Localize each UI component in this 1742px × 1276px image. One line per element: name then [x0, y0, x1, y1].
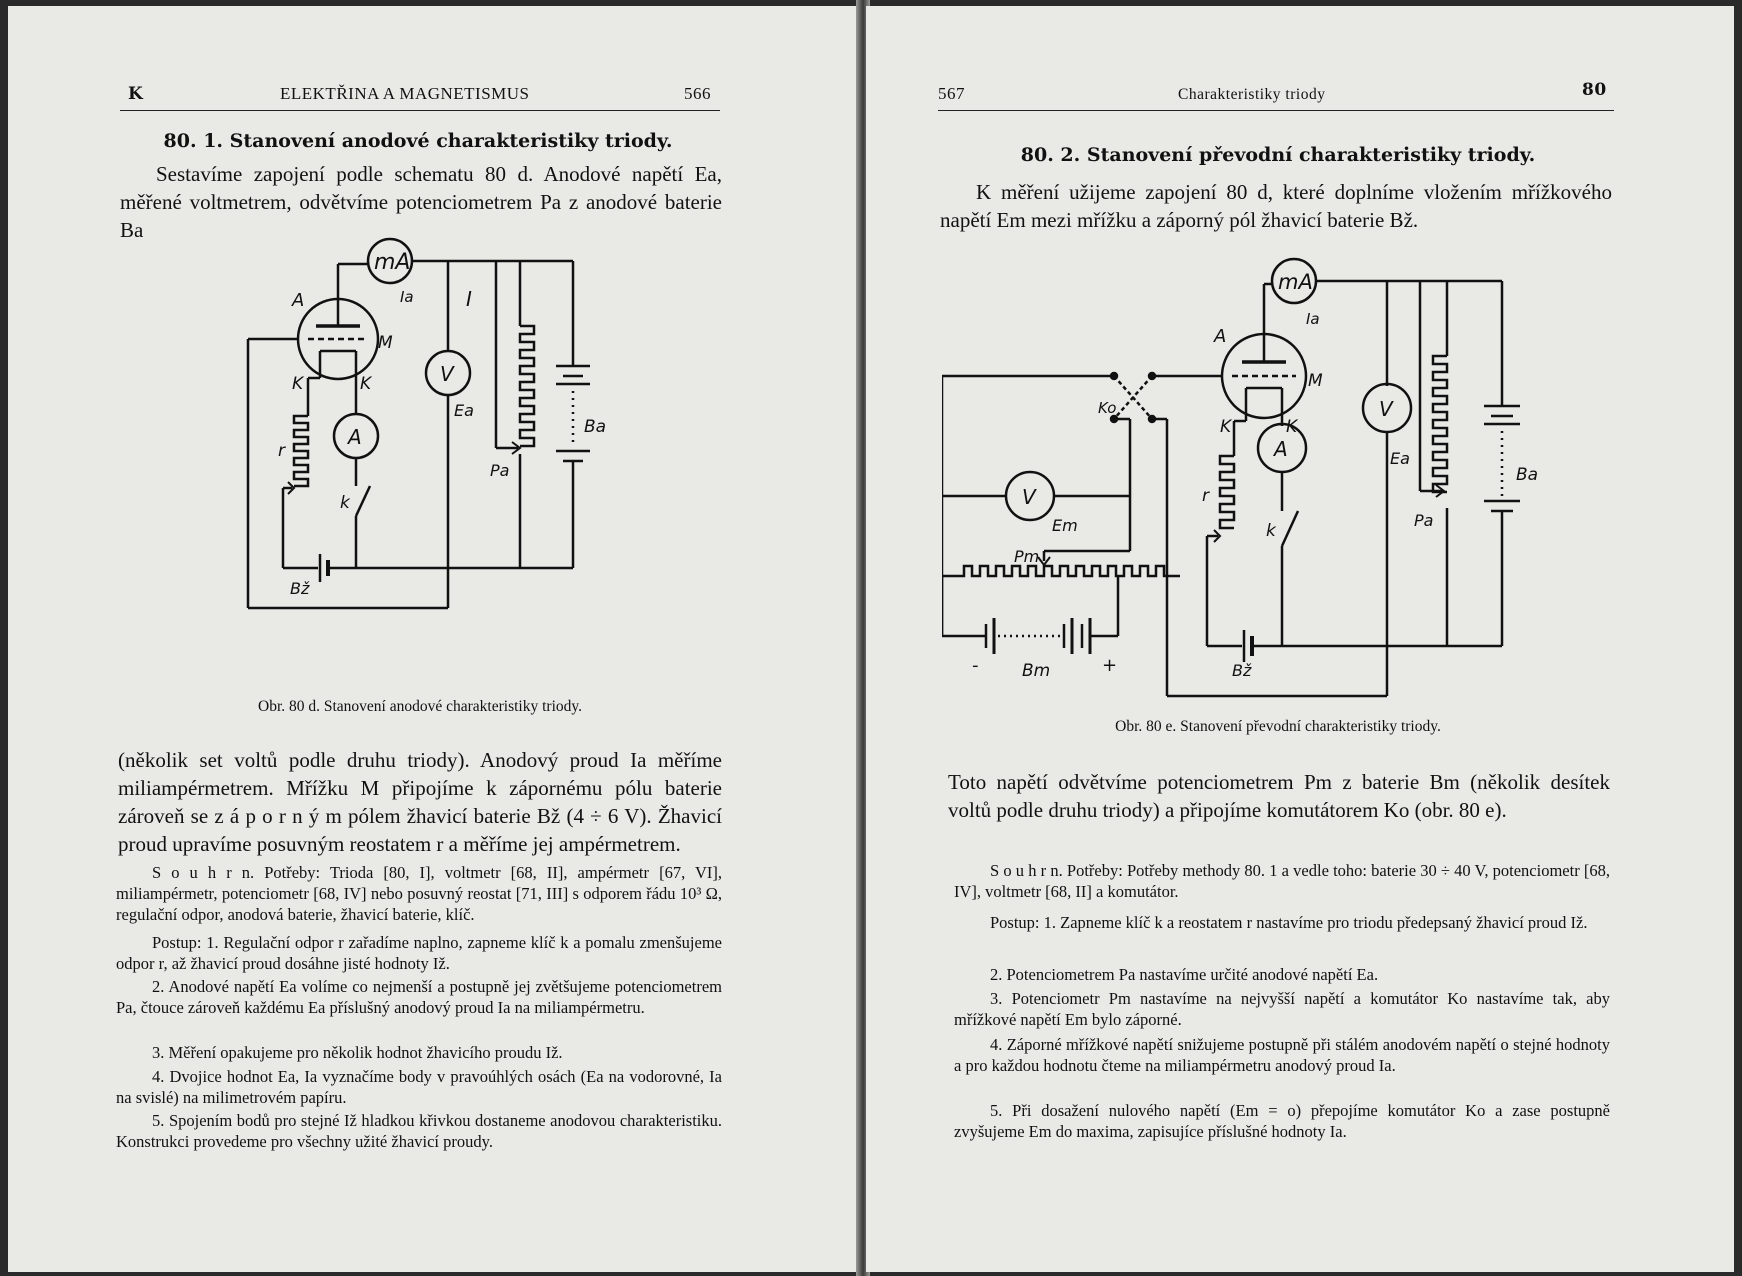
figure-caption: Obr. 80 e. Stanovení převodní charakteristiky triody.: [1115, 718, 1441, 735]
label-r: r: [1202, 486, 1209, 506]
summary: S o u h r n. Potřeby: Trioda [80, I], voltmetr [68, II], ampérmetr [67, VI], miliampérmetr, potenciometr [68, IV] nebo posuvný reostat [71, III] s odporem řádu 10³ Ω, regulační odpor, anodová baterie, žhavicí baterie, klíč.: [116, 863, 722, 924]
label-m: M: [1308, 371, 1323, 391]
step-4: 4. Dvojice hodnot Ea, Ia vyznačíme body v pravoúhlých osách (Ea na vodorovné, Ia na svislé) na milimetrovém papíru.: [116, 1067, 722, 1107]
step-2: 2. Potenciometrem Pa nastavíme určité anodové napětí Ea.: [990, 965, 1379, 984]
key-k: [1282, 511, 1298, 546]
summary: S o u h r n. Potřeby: Potřeby methody 80. 1 a vedle toho: baterie 30 ÷ 40 V, potenciometr [68, IV], voltmetr [68, II] a komutátor.: [954, 861, 1610, 901]
header-rule: [120, 110, 720, 111]
figure-caption: Obr. 80 d. Stanovení anodové charakteristiky triody.: [258, 698, 582, 715]
label-v1: V: [1022, 485, 1036, 509]
main-paragraph: Toto napětí odvětvíme potenciometrem Pm z baterie Bm (několik desítek voltů podle druhu triody) a připojíme komutátorem Ko (obr. 80 e).: [948, 770, 1610, 822]
label-em: Em: [1052, 516, 1078, 535]
label-k2: K: [360, 374, 372, 394]
intro-paragraph: K měření užijeme zapojení 80 d, které doplníme vložením mřížkového napětí Em mezi mřížku a záporný pól žhavicí baterie Bž.: [940, 180, 1612, 232]
label-anode: A: [1214, 326, 1227, 347]
step-4: 4. Záporné mřížkové napětí snižujeme postupně při stálém anodovém napětí o stejné hodnoty a pro každou hodnotu čteme na miliampérmetru anodový proud Ia.: [954, 1035, 1610, 1075]
page-number: 566: [684, 84, 711, 103]
step-3: 3. Potenciometr Pm nastavíme na nejvyšší napětí a komutátor Ko nastavíme tak, aby mřížkové napětí Em bylo záporné.: [954, 989, 1610, 1029]
potentiometer-pa: [520, 326, 534, 446]
header-title: ELEKTŘINA A MAGNETISMUS: [280, 84, 530, 103]
label-k2: K: [1286, 417, 1298, 437]
label-bm: Bm: [1022, 661, 1051, 681]
label-pa: Pa: [1414, 511, 1434, 530]
label-pa: Pa: [490, 461, 510, 480]
label-ammeter: A: [1274, 437, 1288, 461]
main-paragraph: (několik set voltů podle druhu triody). Anodový proud Ia měříme miliampérmetrem. Mřížku M připojíme k zápornému pólu baterie zároveň se z á p o r n ý m pólem žhavicí baterie Bž (4 ÷ 6 V). Žhavicí proud upravíme posuvným reostatem r a měříme jej ampérmetrem.: [118, 748, 722, 856]
label-k1: K: [292, 374, 304, 394]
label-ma: mA: [374, 250, 411, 275]
label-ma: mA: [1278, 270, 1313, 294]
label-k1: K: [1220, 417, 1232, 437]
label-k: k: [340, 493, 350, 513]
label-i: I: [466, 287, 472, 311]
page-number: 567: [938, 84, 965, 103]
label-m: M: [378, 333, 393, 353]
label-v2: V: [1379, 397, 1393, 421]
step-1: Postup: 1. Zapneme klíč k a reostatem r nastavíme pro triodu předepsaný žhavicí proud Iž.: [990, 913, 1588, 932]
label-plus: +: [1102, 655, 1118, 676]
label-pm: Pm: [1014, 547, 1040, 566]
step-1: Postup: 1. Regulační odpor r zařadíme naplno, zapneme klíč k a pomalu zmenšujeme odpor r, až žhavicí proud dosáhne jisté hodnoty Iž.: [116, 933, 722, 973]
key-k: [356, 486, 370, 516]
label-ba: Ba: [1516, 465, 1539, 485]
label-ia: Ia: [1306, 310, 1320, 328]
label-k: k: [1266, 521, 1276, 541]
label-minus: -: [972, 655, 979, 676]
label-ia: Ia: [400, 288, 414, 306]
circuit-diagram-80d: [228, 236, 648, 616]
header-rule: [938, 110, 1614, 111]
step-5: 5. Při dosažení nulového napětí (Em = o) přepojíme komutátor Ko a zase postupně zvyšujeme Em do maxima, zapisujíce příslušné hodnoty Ia.: [954, 1101, 1610, 1141]
intro-paragraph: Sestavíme zapojení podle schematu 80 d. Anodové napětí Ea, měřené voltmetrem, odvětvíme potenciometrem Pa z anodové baterie Ba: [120, 162, 722, 242]
label-r: r: [278, 441, 285, 461]
section-title: 80. 2. Stanovení převodní charakteristiky triody.: [1020, 144, 1536, 166]
circuit-diagram-80e: [942, 256, 1582, 706]
label-ea: Ea: [1390, 449, 1410, 468]
right-page: [866, 6, 1734, 1272]
left-page: [8, 6, 860, 1272]
step-3: 3. Měření opakujeme pro několik hodnot žhavicího proudu Iž.: [152, 1043, 563, 1062]
potentiometer-pm: [942, 566, 1180, 576]
header-letter: K: [128, 84, 144, 104]
label-bz: Bž: [290, 579, 310, 598]
rheostat-r: [294, 416, 308, 486]
label-ea: Ea: [454, 401, 474, 420]
label-anode: A: [292, 290, 305, 311]
section-title: 80. 1. Stanovení anodové charakteristiky triody.: [163, 130, 673, 152]
potentiometer-pa: [1433, 356, 1447, 492]
label-v: V: [440, 362, 454, 386]
label-bz: Bž: [1232, 661, 1252, 680]
label-ko: Ko: [1098, 399, 1117, 417]
chapter-number: 80: [1582, 80, 1607, 100]
label-ammeter: A: [348, 425, 362, 449]
rheostat-r: [1220, 456, 1234, 528]
label-ba: Ba: [584, 417, 607, 437]
step-2: 2. Anodové napětí Ea volíme co nejmenší a postupně jej zvětšujeme potenciometrem Pa, čtouce zároveň každému Ea příslušný anodový proud Ia na miliampérmetru.: [116, 977, 722, 1017]
step-5: 5. Spojením bodů pro stejné Iž hladkou křivkou dostaneme anodovou charakteristiku. Konstrukci provedeme pro všechny užité žhavicí proudy.: [116, 1111, 722, 1151]
header-title: Charakteristiky triody: [1178, 86, 1326, 103]
